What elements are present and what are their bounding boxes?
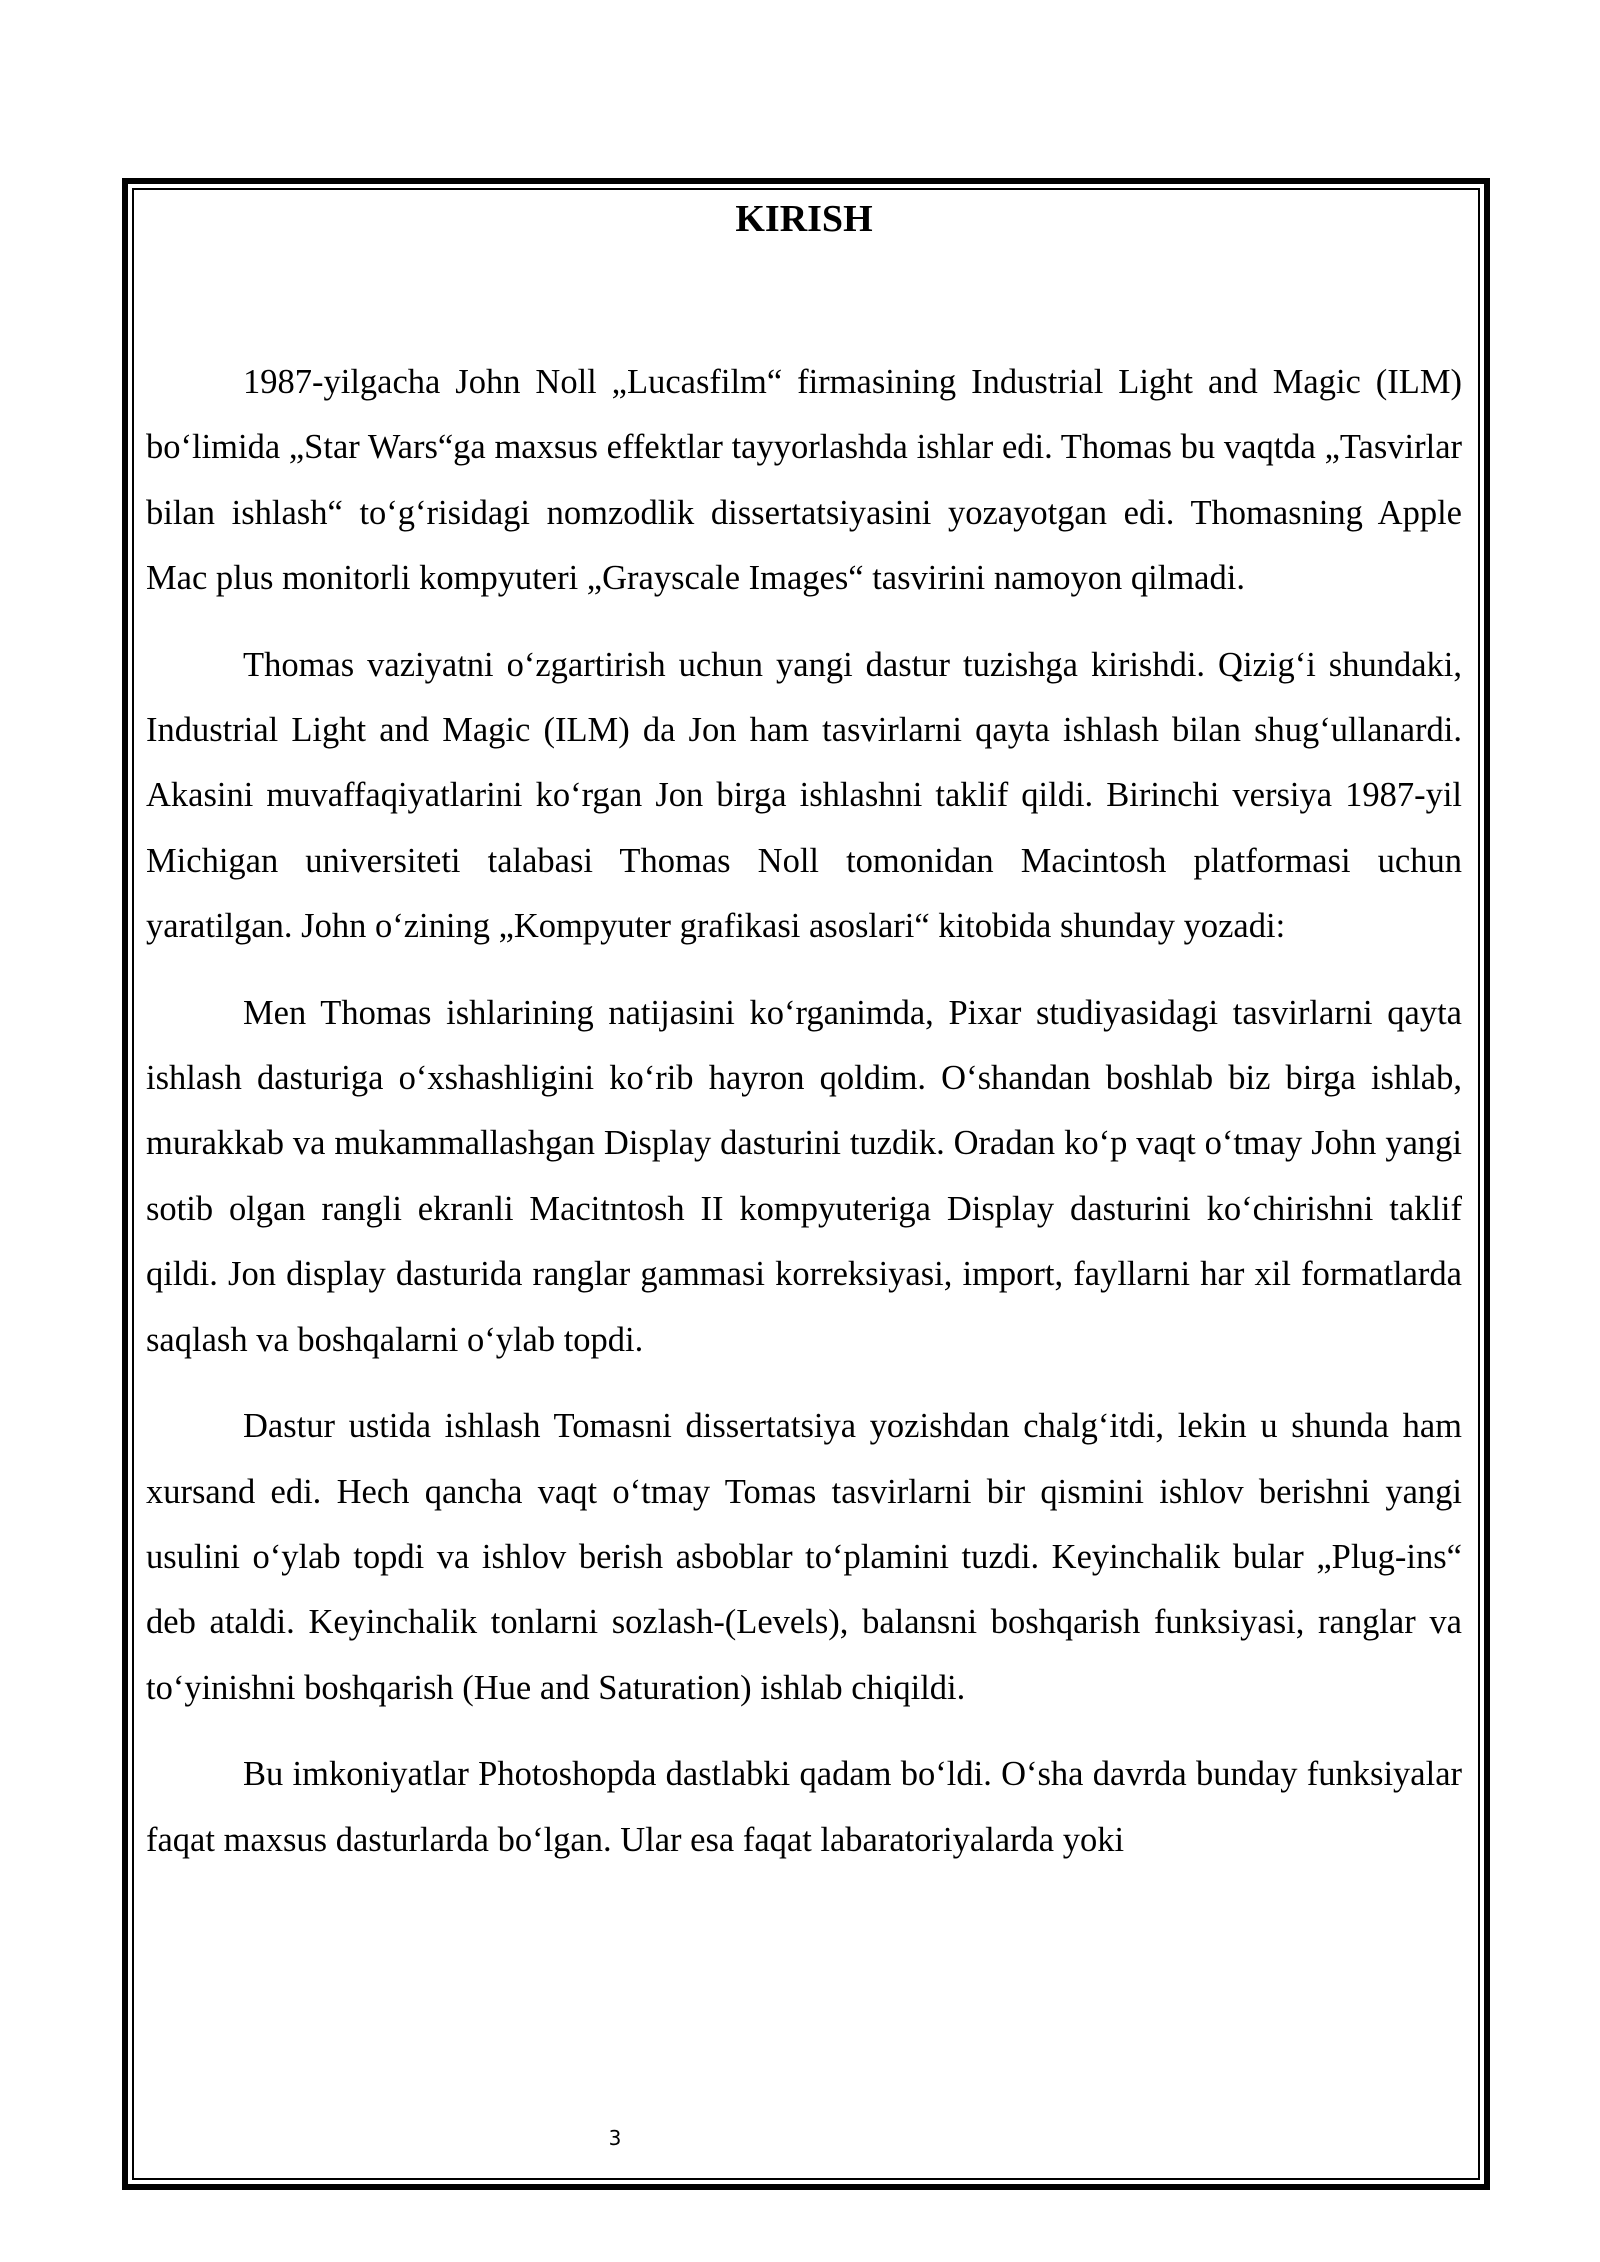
- paragraph-2: Thomas vaziyatni oʻzgartirish uchun yangi dastur tuzishga kirishdi. Qizigʻi shundaki, Industrial Light and Magic (ILM) da Jon ham tasvirlarni qayta ishlash bilan shugʻullanardi. Akasini muvaffaqiyatlarini koʻrgan Jon birga ishlashni taklif qildi. Birinchi versiya 1987-yil Michigan universiteti talabasi Thomas Noll tomonidan Macintosh platformasi uchun yaratilgan. John oʻzining „Kompyuter grafikasi asoslari“ kitobida shunday yozadi:: [146, 645, 1462, 946]
- paragraph-4: Dastur ustida ishlash Tomasni dissertatsiya yozishdan chalgʻitdi, lekin u shunda ham xursand edi. Hech qancha vaqt oʻtmay Tomas tasvirlarni bir qismini ishlov berishni yangi usulini oʻylab topdi va ishlov berish asboblar toʻplamini tuzdi. Keyinchalik bular „Plug-ins“ deb ataldi. Keyinchalik tonlarni sozlash-(Levels), balansni boshqarish funksiyasi, ranglar va toʻyinishni boshqarish (Hue and Saturation) ishlab chiqildi.: [146, 1407, 1462, 1707]
- paragraph-3: Men Thomas ishlarining natijasini koʻrganimda, Pixar studiyasidagi tasvirlarni qayta ishlash dasturiga oʻxshashligini koʻrib hayron qoldim. Oʻshandan boshlab biz birga ishlab, murakkab va mukammallashgan Display dasturini tuzdik. Oradan koʻp vaqt oʻtmay John yangi sotib olgan rangli ekranli Macitntosh II kompyuteriga Display dasturini koʻchirishni taklif qildi. Jon display dasturida ranglar gammasi korreksiyasi, import, fayllarni har xil formatlarda saqlash va boshqalarni oʻylab topdi.: [146, 993, 1462, 1359]
- page-heading: KIRISH: [735, 198, 873, 240]
- paragraph-1: 1987-yilgacha John Noll „Lucasfilm“ firmasining Industrial Light and Magic (ILM) boʻlimida „Star Wars“ga maxsus effektlar tayyorlashda ishlar edi. Thomas bu vaqtda „Tasvirlar bilan ishlash“ toʻgʻrisidagi nomzodlik dissertatsiyasini yozayotgan edi. Thomasning Apple Mac plus monitorli kompyuteri „Grayscale Images“ tasvirini namoyon qilmadi.: [146, 363, 1462, 598]
- page-number: 3: [608, 2126, 622, 2150]
- paragraph-5: Bu imkoniyatlar Photoshopda dastlabki qadam boʻldi. Oʻsha davrda bunday funksiyalar faqat maxsus dasturlarda boʻlgan. Ular esa faqat labaratoriyalarda yoki: [146, 1755, 1462, 1859]
- document-body: [146, 350, 1462, 1873]
